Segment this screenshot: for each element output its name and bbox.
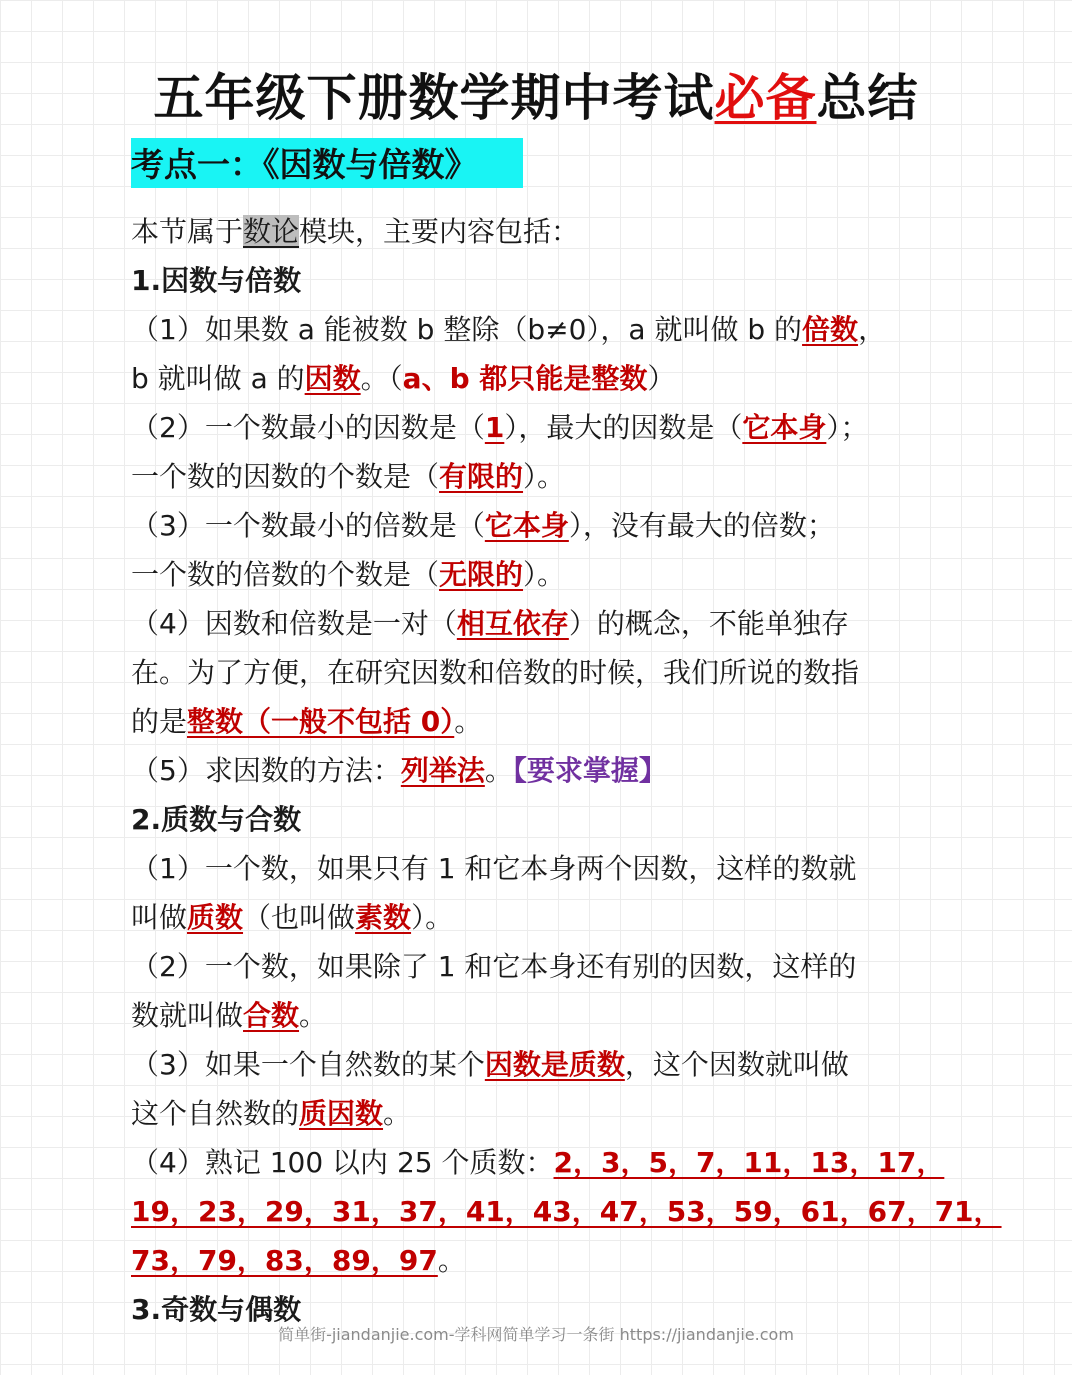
emphasis-tag: 【要求掌握】 (512, 754, 667, 787)
intro-term: 数论 (243, 215, 300, 248)
title-text-end: 总结 (816, 69, 919, 127)
text: 。 (454, 705, 483, 738)
intro-pre: 本节属于 (131, 215, 244, 248)
topic1-p1-line1 (131, 310, 886, 350)
text: 叫做 (131, 901, 188, 934)
text: （1）如果数 a 能被数 b 整除（b≠0），a 就叫做 b 的 (131, 313, 803, 346)
topic1-heading: 1.因数与倍数 (131, 264, 302, 297)
topic1-p3-line2 (131, 555, 565, 595)
topic1-p4-line2: 在。为了方便，在研究因数和倍数的时候，我们所说的数指 (131, 656, 860, 689)
text: 。 (484, 754, 513, 787)
topic2-p2-line1: （2）一个数，如果除了 1 和它本身还有别的因数，这样的 (131, 950, 857, 983)
key-term: 素数 (355, 901, 412, 934)
key-term: 质数 (187, 901, 244, 934)
text: ）。 (523, 558, 566, 591)
text: ），最大的因数是（ (504, 411, 743, 444)
intro-line (131, 212, 579, 252)
text: 。 (383, 1097, 412, 1130)
text: ，这个因数就叫做 (624, 1048, 849, 1081)
text: （3）如果一个自然数的某个 (131, 1048, 485, 1081)
prime-list: 19，23，29，31，37，41，43，47，53，59，61，67，71， (131, 1195, 1002, 1228)
topic1-p4-line1 (131, 604, 849, 644)
prime-list: 2，3，5，7，11，13，17， (553, 1146, 945, 1179)
key-term: 倍数 (802, 313, 859, 346)
text: ， (858, 313, 887, 346)
text: （2）一个数最小的因数是（ (131, 411, 485, 444)
text: ） (647, 362, 676, 395)
text: 一个数的倍数的个数是（ (131, 558, 440, 591)
key-term: 相互依存 (456, 607, 569, 640)
topic3-heading: 3.奇数与偶数 (131, 1293, 302, 1326)
text: 。 (437, 1244, 466, 1277)
text: （5）求因数的方法： (131, 754, 401, 787)
key-term: 它本身 (742, 411, 827, 444)
key-note: a、b 都只能是整数 (402, 362, 648, 395)
text: 。（ (360, 362, 403, 395)
section-heading: 考点一：《因数与倍数》 (131, 138, 523, 188)
key-term: 有限的 (439, 460, 524, 493)
topic1-p4-line3 (131, 702, 482, 742)
topic2-p2-line2 (131, 996, 327, 1036)
text: （4）因数和倍数是一对（ (131, 607, 457, 640)
intro-post: 模块，主要内容包括： (299, 215, 580, 248)
topic2-p4-line1 (131, 1143, 944, 1183)
text: 一个数的因数的个数是（ (131, 460, 440, 493)
key-term: 质因数 (299, 1097, 384, 1130)
text: ）。 (411, 901, 454, 934)
text: （也叫做 (243, 901, 356, 934)
page-title (0, 58, 1072, 130)
text: 这个自然数的 (131, 1097, 300, 1130)
topic1-p2-line1 (131, 408, 868, 448)
topic2-p1-line1: （1）一个数，如果只有 1 和它本身两个因数，这样的数就 (131, 852, 857, 885)
key-term: 它本身 (484, 509, 569, 542)
key-term: 合数 (243, 999, 300, 1032)
text: （3）一个数最小的倍数是（ (131, 509, 485, 542)
text: 数就叫做 (131, 999, 244, 1032)
key-term: 列举法 (400, 754, 485, 787)
text: ）的概念，不能单独存 (568, 607, 849, 640)
topic2-heading: 2.质数与合数 (131, 803, 302, 836)
topic2-p3-line2 (131, 1094, 411, 1134)
topic2-p4-line2 (131, 1192, 1002, 1232)
topic2-p3-line1 (131, 1045, 849, 1085)
footer-watermark: 简单街-jiandanjie.com-学科网简单学习一条街 https://jiandanjie.com (278, 1325, 794, 1344)
text: b 就叫做 a 的 (131, 362, 305, 395)
topic2-p1-line2 (131, 898, 453, 938)
text: （4）熟记 100 以内 25 个质数： (131, 1146, 554, 1179)
key-term: 因数 (304, 362, 361, 395)
key-term: 整数（一般不包括 0） (187, 705, 455, 738)
topic1-p5 (131, 751, 667, 791)
topic1-p3-line1 (131, 506, 835, 546)
topic1-p1-line2 (131, 359, 675, 399)
topic2-p4-line3 (131, 1241, 466, 1281)
title-highlight: 必备 (714, 69, 817, 127)
text: 。 (299, 999, 328, 1032)
text: 的是 (131, 705, 188, 738)
key-term: 无限的 (439, 558, 524, 591)
key-term: 1 (484, 411, 505, 444)
prime-list: 73，79，83，89，97 (131, 1244, 438, 1277)
key-term: 因数是质数 (484, 1048, 625, 1081)
topic1-p2-line2 (131, 457, 565, 497)
text: ），没有最大的倍数； (568, 509, 835, 542)
title-text: 五年级下册数学期中考试 (153, 69, 715, 127)
text: ）； (826, 411, 869, 444)
text: ）。 (523, 460, 566, 493)
